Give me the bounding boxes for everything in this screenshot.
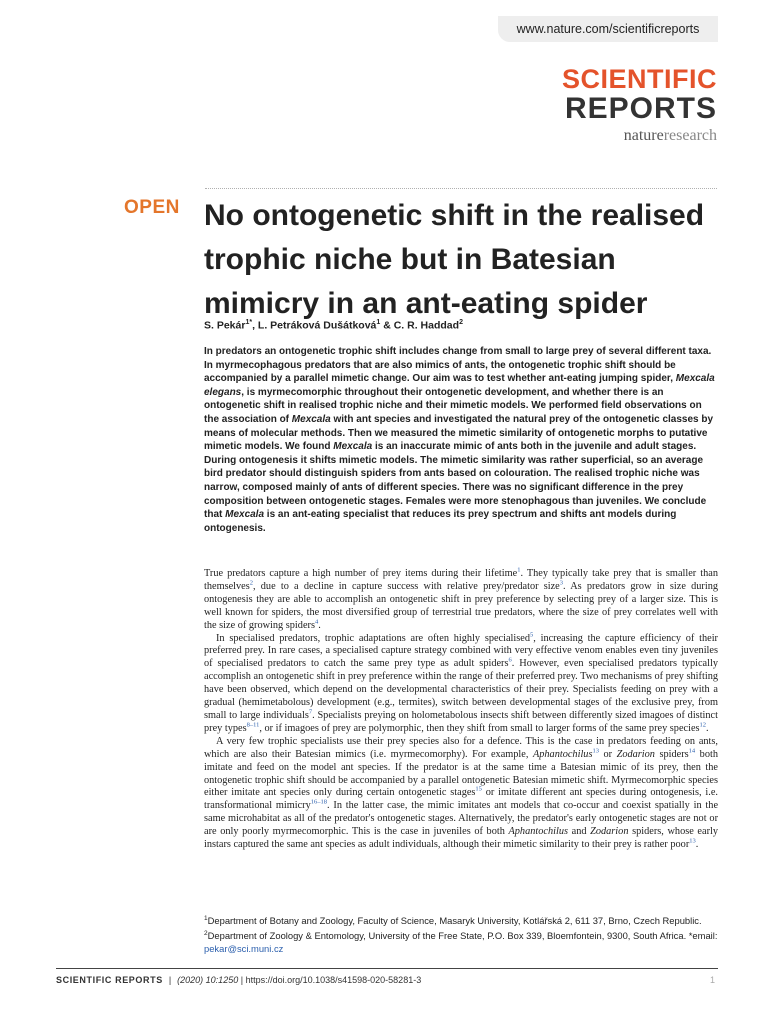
logo-reports: REPORTS — [564, 92, 717, 125]
author-list — [204, 319, 463, 332]
body-text: . — [318, 619, 321, 631]
abstract-text: is an inaccurate mimic of ants both in the juvenile and adult stages. During ontogenesis it shifts mimetic models. The mimetic similarity was rather superficial, so an average bird predator should distinguish spiders from ants based on colouration. The realised trophic niche was narrow, composed mainly of ants of different species. There was no significant difference in the prey composition between ontogenetic stages. Females were more stenophagous than juveniles. We conclude that — [204, 441, 707, 521]
citation-link[interactable]: 5 — [530, 631, 534, 639]
body-text: both imitate and feed on the model ant species. If the predator is at the same time a Batesian mimic of its prey, then the ontogenetic trophic shift should be accompanied by a parallel ontogenetic Batesian mimetic shift. Myrmecomorphic species either imitate ant species only during certain ontogenetic stages — [204, 748, 718, 799]
body-text: , due to a decline in capture success with relative prey/predator size — [253, 580, 560, 592]
body-text: . — [706, 722, 709, 734]
citation-link[interactable]: 14 — [688, 747, 696, 755]
body-paragraph — [204, 568, 718, 633]
body-text: , increasing the capture efficiency of their preferred prey. In rare cases, a specialised capture strategy combined with very effective venom enables even tiny juveniles of specialised predators to catch the same prey type as adult spiders — [204, 632, 718, 670]
abstract-text: , is myrmecomorphic throughout their ontogenetic development, and whether there is an ontogenetic shift in realised trophic niche and their mimetic models. We performed field observations on the association of — [204, 386, 702, 425]
body-text: A very few trophic specialists use their prey species also for a defence. This is the case in predators feeding on ants, which are also their Batesian mimics (i.e. myrmecomorphy). For example, — [204, 735, 718, 760]
citation-link[interactable]: 2 — [249, 579, 254, 587]
author-name: , L. Petráková Dušátková — [252, 319, 377, 332]
abstract-text: with ant species and investigated the natural prey of the ontogenetic classes by means of molecular methods. Then we measured the mimetic similarity of ontogenetic morphs to putative mimetic models. We found — [204, 413, 714, 453]
citation-link[interactable]: 15 — [475, 785, 482, 793]
body-text: and — [567, 826, 591, 838]
author-affiliation-marker: 1 — [376, 319, 381, 326]
affiliation-text: Department of Botany and Zoology, Faculty of Science, Masaryk University, Kotlářská 2, 611 37, Brno, Czech Republic. — [207, 915, 702, 927]
genus-name: Aphantochilus — [532, 748, 593, 760]
body-text: . As predators grow in size during ontogenesis they are able to accomplish an ontogenetic shift in prey preference by selecting prey of a larger size. This is well known for spiders, the most diversified group of terrestrial true predators, where the size of prey correlates well with the size of growing spiders — [204, 580, 718, 631]
citation-link[interactable]: 1 — [517, 566, 521, 574]
page-number: 1 — [710, 975, 716, 985]
genus-name: Zodarion — [616, 748, 655, 760]
body-text: spiders, whose early instars captured the same ant species as adult individuals, although their mimetic similarity to their prey is rather poor — [204, 826, 719, 851]
footer-divider — [56, 968, 718, 969]
header-divider — [205, 188, 717, 189]
citation-link[interactable]: 12 — [699, 721, 707, 729]
citation-link[interactable]: 13 — [689, 837, 696, 845]
article-body — [204, 568, 718, 852]
genus-name: Mexcala — [291, 413, 331, 425]
abstract-text: In predators an ontogenetic trophic shift includes change from small to large prey of several different taxa. In myrmecophagous predators that are also mimics of ants, the ontogenetic trophic shift should be accompanied by a parallel mimetic change. Our aim was to test whether ant-eating jumping spider, — [204, 346, 712, 385]
abstract — [204, 345, 716, 535]
body-paragraph — [204, 633, 718, 736]
body-text: . — [695, 839, 699, 851]
citation-link[interactable]: 16–18 — [310, 798, 328, 806]
affiliation-marker: 2 — [204, 930, 208, 938]
genus-name: Aphantochilus — [508, 826, 568, 838]
body-text: True predators capture a high number of prey items during their lifetime — [204, 568, 518, 579]
open-access-badge: OPEN — [124, 197, 180, 218]
body-text: . They typically take prey that is smaller than themselves — [204, 568, 718, 592]
species-name: Mexcala elegans — [204, 373, 715, 398]
journal-url[interactable]: www.nature.com/scientificreports — [498, 16, 718, 42]
body-text: . Specialists preying on holometabolous insects shift between differently sized imagoes of distinct prey types — [204, 709, 718, 734]
body-text: or imitate different ant species during ontogenesis, i.e. transformational mimicry — [204, 787, 718, 812]
affiliation-marker: 1 — [204, 915, 208, 922]
footer-citation: (2020) 10:1250 — [177, 975, 239, 985]
author-affiliation-marker: 2 — [459, 319, 463, 326]
citation-link[interactable]: 8–11 — [246, 721, 260, 729]
journal-logo — [562, 66, 717, 146]
genus-name: Mexcala — [333, 441, 373, 453]
body-text: or — [598, 748, 617, 760]
article-title: No ontogenetic shift in the realised trophic niche but in Batesian mimicry in an ant-eating spider — [204, 199, 705, 320]
citation-link[interactable]: 7 — [308, 708, 313, 716]
author-name: & C. R. Haddad — [380, 319, 460, 332]
doi-link[interactable]: | https://doi.org/10.1038/s41598-020-58281-3 — [240, 975, 422, 985]
body-text: spiders — [654, 748, 689, 760]
publisher-nature: nature — [623, 127, 664, 144]
author-name: S. Pekár — [204, 319, 246, 332]
footer-journal-name: SCIENTIFIC REPORTS — [56, 975, 163, 985]
affiliation-text: Department of Zoology & Entomology, University of the Free State, P.O. Box 339, Bloemfontein, 9300, South Africa. *email: — [207, 930, 718, 942]
citation-link[interactable]: 3 — [559, 579, 563, 587]
author-affiliation-marker: 1* — [245, 319, 253, 326]
abstract-text: is an ant-eating specialist that reduces its prey spectrum and shifts ant models during ontogenesis. — [204, 509, 677, 534]
citation-link[interactable]: 6 — [508, 656, 512, 664]
body-text: . In the latter case, the mimic imitates ant models that co-occur and coexist spatially in the same microhabitat as all of the predator's ontogenetic stages. Alternatively, the predator's early ontogenetic stages are not or are only poorly myrmecomorphic. This is the case in juveniles of both — [204, 800, 719, 838]
publisher-name — [562, 126, 717, 146]
citation-link[interactable]: 13 — [592, 747, 599, 755]
body-text: In specialised predators, trophic adaptations are often highly specialised — [216, 632, 530, 644]
publisher-research: research — [663, 127, 717, 144]
genus-name: Mexcala — [225, 509, 265, 521]
email-link[interactable]: pekar@sci.muni.cz — [204, 943, 284, 955]
page-footer — [56, 975, 421, 985]
body-text: , or if imagoes of prey are polymorphic, then they shift from small to larger forms of the same prey species — [259, 722, 700, 734]
genus-name: Zodarion — [590, 826, 629, 838]
logo-scientific: SCIENTIFIC — [561, 64, 717, 94]
affiliations — [204, 912, 718, 955]
footer-separator: | — [168, 975, 172, 985]
body-text: . However, even specialised predators typically accomplish an ontogenetic shift in prey preference within the range of their preferred prey. Two mechanisms of prey shifting have been observed, which depend on the developmental characteristics of their prey. Specialists feeding on prey with a gradual (hemimetabolous) development (e.g., termites), switch between developmental stages of the exclusive prey, from small to large individuals — [204, 658, 718, 721]
citation-link[interactable]: 4 — [314, 618, 319, 626]
body-paragraph — [204, 736, 718, 852]
